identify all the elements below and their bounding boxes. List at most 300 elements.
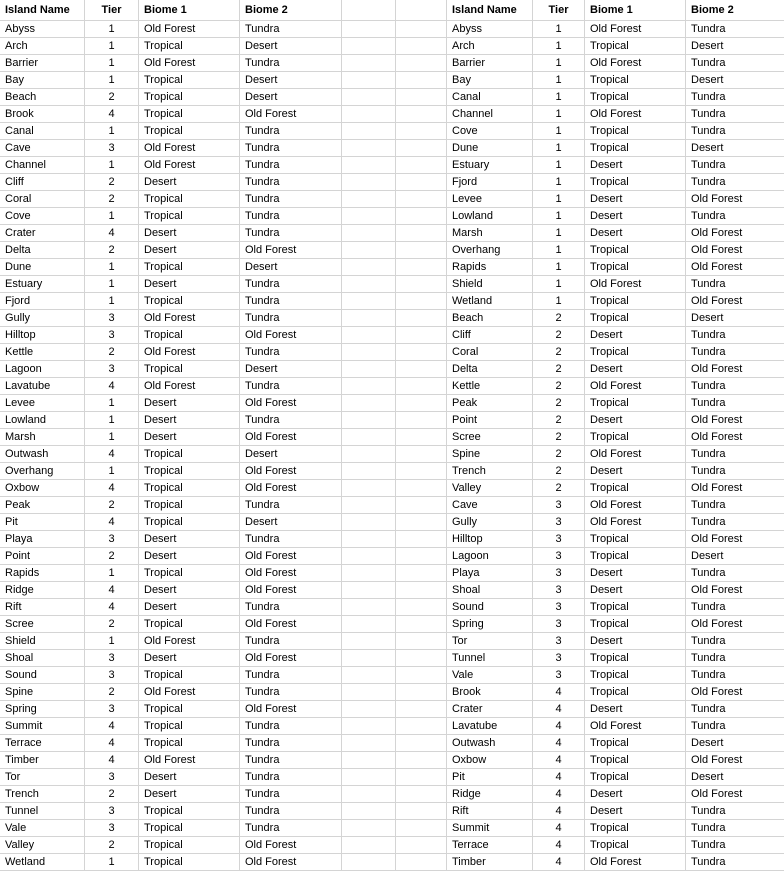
empty-cell[interactable] xyxy=(342,650,396,667)
biome-1-cell[interactable]: Old Forest xyxy=(139,310,240,327)
sorted-island-name-cell[interactable]: Sound xyxy=(447,599,533,616)
empty-cell[interactable] xyxy=(342,106,396,123)
header-cell-island-name-sorted[interactable]: Island Name xyxy=(447,0,533,21)
empty-cell[interactable] xyxy=(396,293,447,310)
tier-cell[interactable]: 1 xyxy=(85,633,139,650)
biome-1-cell[interactable]: Desert xyxy=(139,395,240,412)
island-name-cell[interactable]: Bay xyxy=(0,72,85,89)
empty-cell[interactable] xyxy=(396,803,447,820)
empty-cell[interactable] xyxy=(396,0,447,21)
sorted-biome-1-cell[interactable]: Tropical xyxy=(585,310,686,327)
sorted-island-name-cell[interactable]: Ridge xyxy=(447,786,533,803)
empty-cell[interactable] xyxy=(396,191,447,208)
sorted-biome-1-cell[interactable]: Tropical xyxy=(585,344,686,361)
sorted-island-name-cell[interactable]: Timber xyxy=(447,854,533,871)
sorted-island-name-cell[interactable]: Lagoon xyxy=(447,548,533,565)
biome-2-cell[interactable]: Old Forest xyxy=(240,650,342,667)
sorted-island-name-cell[interactable]: Fjord xyxy=(447,174,533,191)
sorted-biome-1-cell[interactable]: Old Forest xyxy=(585,514,686,531)
sorted-biome-2-cell[interactable]: Old Forest xyxy=(686,786,784,803)
biome-1-cell[interactable]: Tropical xyxy=(139,854,240,871)
tier-cell[interactable]: 2 xyxy=(85,684,139,701)
biome-2-cell[interactable]: Tundra xyxy=(240,344,342,361)
island-name-cell[interactable]: Fjord xyxy=(0,293,85,310)
sorted-tier-cell[interactable]: 1 xyxy=(533,208,585,225)
empty-cell[interactable] xyxy=(342,616,396,633)
empty-cell[interactable] xyxy=(342,718,396,735)
sorted-tier-cell[interactable]: 1 xyxy=(533,21,585,38)
sorted-biome-2-cell[interactable]: Old Forest xyxy=(686,752,784,769)
header-cell-biome-2[interactable]: Biome 2 xyxy=(240,0,342,21)
empty-cell[interactable] xyxy=(342,565,396,582)
sorted-tier-cell[interactable]: 2 xyxy=(533,344,585,361)
sorted-tier-cell[interactable]: 4 xyxy=(533,837,585,854)
biome-1-cell[interactable]: Tropical xyxy=(139,565,240,582)
island-name-cell[interactable]: Barrier xyxy=(0,55,85,72)
island-name-cell[interactable]: Spine xyxy=(0,684,85,701)
sorted-island-name-cell[interactable]: Hilltop xyxy=(447,531,533,548)
sorted-biome-2-cell[interactable]: Desert xyxy=(686,38,784,55)
sorted-tier-cell[interactable]: 2 xyxy=(533,429,585,446)
island-name-cell[interactable]: Tor xyxy=(0,769,85,786)
island-name-cell[interactable]: Lowland xyxy=(0,412,85,429)
empty-cell[interactable] xyxy=(342,21,396,38)
island-name-cell[interactable]: Gully xyxy=(0,310,85,327)
tier-cell[interactable]: 1 xyxy=(85,55,139,72)
empty-cell[interactable] xyxy=(342,174,396,191)
biome-1-cell[interactable]: Old Forest xyxy=(139,378,240,395)
empty-cell[interactable] xyxy=(342,55,396,72)
empty-cell[interactable] xyxy=(396,820,447,837)
biome-2-cell[interactable]: Tundra xyxy=(240,684,342,701)
island-name-cell[interactable]: Marsh xyxy=(0,429,85,446)
sorted-tier-cell[interactable]: 4 xyxy=(533,735,585,752)
sorted-island-name-cell[interactable]: Rift xyxy=(447,803,533,820)
island-name-cell[interactable]: Abyss xyxy=(0,21,85,38)
sorted-biome-1-cell[interactable]: Tropical xyxy=(585,752,686,769)
empty-cell[interactable] xyxy=(342,157,396,174)
sorted-island-name-cell[interactable]: Oxbow xyxy=(447,752,533,769)
sorted-biome-2-cell[interactable]: Old Forest xyxy=(686,225,784,242)
sorted-tier-cell[interactable]: 3 xyxy=(533,667,585,684)
sorted-tier-cell[interactable]: 4 xyxy=(533,769,585,786)
sorted-tier-cell[interactable]: 3 xyxy=(533,531,585,548)
sorted-tier-cell[interactable]: 3 xyxy=(533,599,585,616)
sorted-biome-2-cell[interactable]: Tundra xyxy=(686,55,784,72)
sorted-biome-2-cell[interactable]: Desert xyxy=(686,72,784,89)
tier-cell[interactable]: 2 xyxy=(85,786,139,803)
biome-1-cell[interactable]: Tropical xyxy=(139,701,240,718)
sorted-island-name-cell[interactable]: Channel xyxy=(447,106,533,123)
biome-1-cell[interactable]: Desert xyxy=(139,548,240,565)
island-name-cell[interactable]: Tunnel xyxy=(0,803,85,820)
tier-cell[interactable]: 3 xyxy=(85,531,139,548)
sorted-tier-cell[interactable]: 1 xyxy=(533,157,585,174)
island-name-cell[interactable]: Crater xyxy=(0,225,85,242)
tier-cell[interactable]: 3 xyxy=(85,327,139,344)
empty-cell[interactable] xyxy=(396,106,447,123)
sorted-island-name-cell[interactable]: Summit xyxy=(447,820,533,837)
tier-cell[interactable]: 1 xyxy=(85,208,139,225)
sorted-tier-cell[interactable]: 1 xyxy=(533,242,585,259)
sorted-island-name-cell[interactable]: Point xyxy=(447,412,533,429)
biome-1-cell[interactable]: Desert xyxy=(139,650,240,667)
sorted-island-name-cell[interactable]: Arch xyxy=(447,38,533,55)
empty-cell[interactable] xyxy=(342,769,396,786)
tier-cell[interactable]: 2 xyxy=(85,837,139,854)
empty-cell[interactable] xyxy=(342,599,396,616)
tier-cell[interactable]: 1 xyxy=(85,429,139,446)
empty-cell[interactable] xyxy=(396,344,447,361)
header-cell-island-name[interactable]: Island Name xyxy=(0,0,85,21)
empty-cell[interactable] xyxy=(396,38,447,55)
sorted-biome-2-cell[interactable]: Tundra xyxy=(686,123,784,140)
biome-2-cell[interactable]: Old Forest xyxy=(240,480,342,497)
sorted-tier-cell[interactable]: 2 xyxy=(533,327,585,344)
island-name-cell[interactable]: Kettle xyxy=(0,344,85,361)
empty-cell[interactable] xyxy=(396,735,447,752)
header-cell-tier[interactable]: Tier xyxy=(85,0,139,21)
sorted-biome-1-cell[interactable]: Desert xyxy=(585,412,686,429)
empty-cell[interactable] xyxy=(396,582,447,599)
empty-cell[interactable] xyxy=(396,378,447,395)
sorted-island-name-cell[interactable]: Cove xyxy=(447,123,533,140)
tier-cell[interactable]: 4 xyxy=(85,752,139,769)
tier-cell[interactable]: 3 xyxy=(85,769,139,786)
sorted-tier-cell[interactable]: 3 xyxy=(533,514,585,531)
empty-cell[interactable] xyxy=(342,735,396,752)
sorted-tier-cell[interactable]: 1 xyxy=(533,225,585,242)
sorted-island-name-cell[interactable]: Marsh xyxy=(447,225,533,242)
sorted-biome-1-cell[interactable]: Old Forest xyxy=(585,55,686,72)
sorted-biome-2-cell[interactable]: Tundra xyxy=(686,344,784,361)
sorted-biome-2-cell[interactable]: Tundra xyxy=(686,701,784,718)
sorted-tier-cell[interactable]: 1 xyxy=(533,38,585,55)
biome-2-cell[interactable]: Tundra xyxy=(240,786,342,803)
sorted-island-name-cell[interactable]: Scree xyxy=(447,429,533,446)
biome-2-cell[interactable]: Desert xyxy=(240,361,342,378)
island-name-cell[interactable]: Coral xyxy=(0,191,85,208)
island-name-cell[interactable]: Canal xyxy=(0,123,85,140)
empty-cell[interactable] xyxy=(396,157,447,174)
sorted-biome-1-cell[interactable]: Tropical xyxy=(585,837,686,854)
island-name-cell[interactable]: Valley xyxy=(0,837,85,854)
sorted-biome-2-cell[interactable]: Old Forest xyxy=(686,259,784,276)
sorted-biome-2-cell[interactable]: Tundra xyxy=(686,463,784,480)
sorted-tier-cell[interactable]: 3 xyxy=(533,497,585,514)
sorted-biome-2-cell[interactable]: Tundra xyxy=(686,378,784,395)
biome-1-cell[interactable]: Old Forest xyxy=(139,140,240,157)
sorted-biome-1-cell[interactable]: Old Forest xyxy=(585,854,686,871)
sorted-island-name-cell[interactable]: Levee xyxy=(447,191,533,208)
biome-2-cell[interactable]: Tundra xyxy=(240,293,342,310)
biome-2-cell[interactable]: Desert xyxy=(240,72,342,89)
island-name-cell[interactable]: Lagoon xyxy=(0,361,85,378)
sorted-biome-1-cell[interactable]: Tropical xyxy=(585,769,686,786)
empty-cell[interactable] xyxy=(396,310,447,327)
biome-1-cell[interactable]: Tropical xyxy=(139,497,240,514)
biome-1-cell[interactable]: Desert xyxy=(139,225,240,242)
biome-2-cell[interactable]: Old Forest xyxy=(240,616,342,633)
sorted-biome-2-cell[interactable]: Old Forest xyxy=(686,361,784,378)
biome-1-cell[interactable]: Old Forest xyxy=(139,752,240,769)
empty-cell[interactable] xyxy=(396,786,447,803)
biome-1-cell[interactable]: Tropical xyxy=(139,446,240,463)
sorted-biome-1-cell[interactable]: Tropical xyxy=(585,38,686,55)
empty-cell[interactable] xyxy=(342,752,396,769)
island-name-cell[interactable]: Lavatube xyxy=(0,378,85,395)
biome-1-cell[interactable]: Desert xyxy=(139,769,240,786)
empty-cell[interactable] xyxy=(396,565,447,582)
biome-2-cell[interactable]: Tundra xyxy=(240,208,342,225)
island-name-cell[interactable]: Trench xyxy=(0,786,85,803)
island-name-cell[interactable]: Summit xyxy=(0,718,85,735)
tier-cell[interactable]: 1 xyxy=(85,412,139,429)
biome-1-cell[interactable]: Desert xyxy=(139,412,240,429)
sorted-biome-1-cell[interactable]: Tropical xyxy=(585,72,686,89)
biome-1-cell[interactable]: Old Forest xyxy=(139,633,240,650)
sorted-island-name-cell[interactable]: Vale xyxy=(447,667,533,684)
sorted-tier-cell[interactable]: 2 xyxy=(533,412,585,429)
biome-2-cell[interactable]: Old Forest xyxy=(240,242,342,259)
sorted-island-name-cell[interactable]: Gully xyxy=(447,514,533,531)
biome-2-cell[interactable]: Tundra xyxy=(240,140,342,157)
island-name-cell[interactable]: Outwash xyxy=(0,446,85,463)
sorted-biome-2-cell[interactable]: Old Forest xyxy=(686,412,784,429)
sorted-island-name-cell[interactable]: Overhang xyxy=(447,242,533,259)
sorted-tier-cell[interactable]: 1 xyxy=(533,276,585,293)
tier-cell[interactable]: 4 xyxy=(85,378,139,395)
sorted-biome-2-cell[interactable]: Tundra xyxy=(686,514,784,531)
island-name-cell[interactable]: Vale xyxy=(0,820,85,837)
biome-2-cell[interactable]: Tundra xyxy=(240,174,342,191)
biome-2-cell[interactable]: Old Forest xyxy=(240,429,342,446)
sorted-biome-2-cell[interactable]: Tundra xyxy=(686,803,784,820)
sorted-island-name-cell[interactable]: Lavatube xyxy=(447,718,533,735)
biome-1-cell[interactable]: Tropical xyxy=(139,361,240,378)
tier-cell[interactable]: 3 xyxy=(85,667,139,684)
island-name-cell[interactable]: Arch xyxy=(0,38,85,55)
sorted-biome-1-cell[interactable]: Desert xyxy=(585,701,686,718)
empty-cell[interactable] xyxy=(342,395,396,412)
biome-2-cell[interactable]: Tundra xyxy=(240,531,342,548)
biome-2-cell[interactable]: Desert xyxy=(240,446,342,463)
tier-cell[interactable]: 1 xyxy=(85,123,139,140)
tier-cell[interactable]: 1 xyxy=(85,854,139,871)
sorted-biome-2-cell[interactable]: Old Forest xyxy=(686,242,784,259)
sorted-biome-2-cell[interactable]: Old Forest xyxy=(686,582,784,599)
biome-1-cell[interactable]: Tropical xyxy=(139,514,240,531)
sorted-tier-cell[interactable]: 2 xyxy=(533,463,585,480)
island-name-cell[interactable]: Channel xyxy=(0,157,85,174)
tier-cell[interactable]: 1 xyxy=(85,463,139,480)
tier-cell[interactable]: 2 xyxy=(85,191,139,208)
biome-1-cell[interactable]: Old Forest xyxy=(139,55,240,72)
biome-1-cell[interactable]: Tropical xyxy=(139,123,240,140)
island-name-cell[interactable]: Delta xyxy=(0,242,85,259)
biome-1-cell[interactable]: Tropical xyxy=(139,191,240,208)
sorted-biome-1-cell[interactable]: Desert xyxy=(585,327,686,344)
island-name-cell[interactable]: Rapids xyxy=(0,565,85,582)
biome-2-cell[interactable]: Tundra xyxy=(240,276,342,293)
sorted-biome-1-cell[interactable]: Tropical xyxy=(585,259,686,276)
empty-cell[interactable] xyxy=(396,429,447,446)
header-cell-biome-1-sorted[interactable]: Biome 1 xyxy=(585,0,686,21)
empty-cell[interactable] xyxy=(396,361,447,378)
empty-cell[interactable] xyxy=(342,854,396,871)
sorted-tier-cell[interactable]: 1 xyxy=(533,140,585,157)
empty-cell[interactable] xyxy=(396,21,447,38)
empty-cell[interactable] xyxy=(342,701,396,718)
island-name-cell[interactable]: Ridge xyxy=(0,582,85,599)
sorted-island-name-cell[interactable]: Coral xyxy=(447,344,533,361)
empty-cell[interactable] xyxy=(396,701,447,718)
island-name-cell[interactable]: Sound xyxy=(0,667,85,684)
sorted-biome-1-cell[interactable]: Tropical xyxy=(585,820,686,837)
tier-cell[interactable]: 4 xyxy=(85,106,139,123)
sorted-biome-1-cell[interactable]: Desert xyxy=(585,786,686,803)
header-cell-tier-sorted[interactable]: Tier xyxy=(533,0,585,21)
sorted-tier-cell[interactable]: 3 xyxy=(533,565,585,582)
empty-cell[interactable] xyxy=(342,667,396,684)
sorted-biome-2-cell[interactable]: Desert xyxy=(686,140,784,157)
empty-cell[interactable] xyxy=(342,820,396,837)
biome-2-cell[interactable]: Old Forest xyxy=(240,854,342,871)
tier-cell[interactable]: 2 xyxy=(85,242,139,259)
biome-1-cell[interactable]: Tropical xyxy=(139,837,240,854)
empty-cell[interactable] xyxy=(342,293,396,310)
sorted-biome-1-cell[interactable]: Tropical xyxy=(585,140,686,157)
sorted-island-name-cell[interactable]: Spine xyxy=(447,446,533,463)
empty-cell[interactable] xyxy=(396,752,447,769)
biome-2-cell[interactable]: Old Forest xyxy=(240,327,342,344)
sorted-biome-1-cell[interactable]: Tropical xyxy=(585,293,686,310)
tier-cell[interactable]: 4 xyxy=(85,735,139,752)
empty-cell[interactable] xyxy=(342,72,396,89)
sorted-tier-cell[interactable]: 4 xyxy=(533,701,585,718)
island-name-cell[interactable]: Pit xyxy=(0,514,85,531)
empty-cell[interactable] xyxy=(396,616,447,633)
sorted-island-name-cell[interactable]: Playa xyxy=(447,565,533,582)
sorted-tier-cell[interactable]: 1 xyxy=(533,174,585,191)
empty-cell[interactable] xyxy=(342,361,396,378)
sorted-biome-2-cell[interactable]: Old Forest xyxy=(686,531,784,548)
biome-1-cell[interactable]: Tropical xyxy=(139,463,240,480)
empty-cell[interactable] xyxy=(342,123,396,140)
tier-cell[interactable]: 1 xyxy=(85,72,139,89)
empty-cell[interactable] xyxy=(396,259,447,276)
tier-cell[interactable]: 4 xyxy=(85,718,139,735)
sorted-biome-2-cell[interactable]: Tundra xyxy=(686,854,784,871)
biome-1-cell[interactable]: Old Forest xyxy=(139,684,240,701)
tier-cell[interactable]: 1 xyxy=(85,395,139,412)
biome-1-cell[interactable]: Tropical xyxy=(139,106,240,123)
empty-cell[interactable] xyxy=(342,208,396,225)
biome-2-cell[interactable]: Tundra xyxy=(240,412,342,429)
sorted-biome-1-cell[interactable]: Tropical xyxy=(585,429,686,446)
empty-cell[interactable] xyxy=(396,463,447,480)
empty-cell[interactable] xyxy=(396,531,447,548)
sorted-island-name-cell[interactable]: Bay xyxy=(447,72,533,89)
empty-cell[interactable] xyxy=(342,837,396,854)
sorted-island-name-cell[interactable]: Barrier xyxy=(447,55,533,72)
tier-cell[interactable]: 3 xyxy=(85,140,139,157)
tier-cell[interactable]: 4 xyxy=(85,446,139,463)
empty-cell[interactable] xyxy=(396,327,447,344)
sorted-biome-1-cell[interactable]: Old Forest xyxy=(585,446,686,463)
sorted-tier-cell[interactable]: 4 xyxy=(533,803,585,820)
tier-cell[interactable]: 4 xyxy=(85,582,139,599)
sorted-island-name-cell[interactable]: Canal xyxy=(447,89,533,106)
empty-cell[interactable] xyxy=(396,55,447,72)
empty-cell[interactable] xyxy=(396,769,447,786)
sorted-biome-2-cell[interactable]: Tundra xyxy=(686,633,784,650)
sorted-tier-cell[interactable]: 1 xyxy=(533,106,585,123)
empty-cell[interactable] xyxy=(396,72,447,89)
sorted-tier-cell[interactable]: 2 xyxy=(533,310,585,327)
island-name-cell[interactable]: Beach xyxy=(0,89,85,106)
sorted-biome-2-cell[interactable]: Old Forest xyxy=(686,191,784,208)
tier-cell[interactable]: 3 xyxy=(85,820,139,837)
biome-2-cell[interactable]: Old Forest xyxy=(240,106,342,123)
sorted-tier-cell[interactable]: 1 xyxy=(533,259,585,276)
tier-cell[interactable]: 4 xyxy=(85,514,139,531)
sorted-biome-1-cell[interactable]: Desert xyxy=(585,208,686,225)
sorted-island-name-cell[interactable]: Pit xyxy=(447,769,533,786)
biome-2-cell[interactable]: Tundra xyxy=(240,191,342,208)
biome-2-cell[interactable]: Tundra xyxy=(240,157,342,174)
sorted-biome-1-cell[interactable]: Tropical xyxy=(585,89,686,106)
biome-2-cell[interactable]: Tundra xyxy=(240,55,342,72)
empty-cell[interactable] xyxy=(396,837,447,854)
biome-2-cell[interactable]: Old Forest xyxy=(240,837,342,854)
tier-cell[interactable]: 1 xyxy=(85,276,139,293)
sorted-biome-2-cell[interactable]: Tundra xyxy=(686,395,784,412)
sorted-biome-1-cell[interactable]: Desert xyxy=(585,463,686,480)
sorted-tier-cell[interactable]: 4 xyxy=(533,820,585,837)
sorted-biome-2-cell[interactable]: Tundra xyxy=(686,89,784,106)
biome-1-cell[interactable]: Old Forest xyxy=(139,344,240,361)
biome-1-cell[interactable]: Desert xyxy=(139,582,240,599)
sorted-biome-2-cell[interactable]: Tundra xyxy=(686,208,784,225)
sorted-biome-2-cell[interactable]: Tundra xyxy=(686,820,784,837)
sorted-biome-2-cell[interactable]: Old Forest xyxy=(686,429,784,446)
sorted-biome-2-cell[interactable]: Desert xyxy=(686,548,784,565)
biome-1-cell[interactable]: Desert xyxy=(139,786,240,803)
biome-2-cell[interactable]: Tundra xyxy=(240,820,342,837)
biome-2-cell[interactable]: Tundra xyxy=(240,123,342,140)
biome-1-cell[interactable]: Old Forest xyxy=(139,21,240,38)
island-name-cell[interactable]: Wetland xyxy=(0,854,85,871)
empty-cell[interactable] xyxy=(342,531,396,548)
empty-cell[interactable] xyxy=(342,803,396,820)
island-name-cell[interactable]: Estuary xyxy=(0,276,85,293)
sorted-island-name-cell[interactable]: Kettle xyxy=(447,378,533,395)
sorted-tier-cell[interactable]: 2 xyxy=(533,395,585,412)
sorted-biome-1-cell[interactable]: Desert xyxy=(585,633,686,650)
biome-2-cell[interactable]: Tundra xyxy=(240,599,342,616)
empty-cell[interactable] xyxy=(396,548,447,565)
island-name-cell[interactable]: Timber xyxy=(0,752,85,769)
sorted-biome-1-cell[interactable]: Desert xyxy=(585,565,686,582)
island-name-cell[interactable]: Peak xyxy=(0,497,85,514)
sorted-island-name-cell[interactable]: Tor xyxy=(447,633,533,650)
sorted-biome-2-cell[interactable]: Tundra xyxy=(686,446,784,463)
tier-cell[interactable]: 2 xyxy=(85,344,139,361)
empty-cell[interactable] xyxy=(342,684,396,701)
tier-cell[interactable]: 4 xyxy=(85,225,139,242)
tier-cell[interactable]: 2 xyxy=(85,616,139,633)
